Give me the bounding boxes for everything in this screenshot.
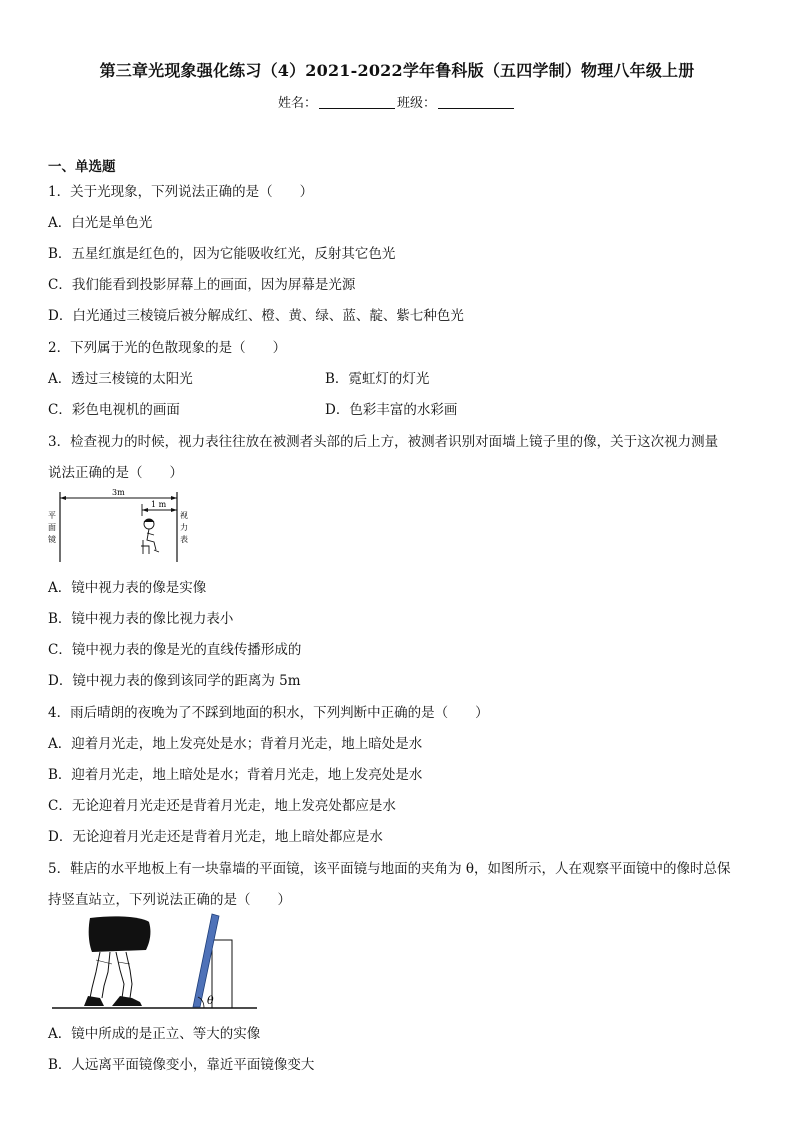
- legs-icon: [90, 952, 132, 998]
- q4-option-d: D．无论迎着月光走还是背着月光走，地上暗处都应是水: [48, 829, 383, 845]
- skirt-shape: [89, 916, 151, 952]
- name-class-line: [0, 92, 794, 111]
- chart-label-3: 表: [180, 535, 188, 544]
- arrow-right-small-icon: [171, 508, 177, 512]
- q1-option-a: A．白光是单色光: [48, 215, 153, 231]
- q2-option-b: B．霓虹灯的灯光: [325, 371, 430, 387]
- name-label: 姓名：: [277, 96, 317, 111]
- q3-option-a: A．镜中视力表的像是实像: [48, 580, 207, 596]
- right-shoe-icon: [112, 996, 142, 1006]
- q2-option-d: D．色彩丰富的水彩画: [325, 402, 458, 418]
- q2-stem: 2．下列属于光的色散现象的是（ ）: [48, 340, 287, 356]
- q1-option-c: C．我们能看到投影屏幕上的画面，因为屏幕是光源: [48, 277, 356, 293]
- q2-option-c: C．彩色电视机的画面: [48, 402, 180, 418]
- q3-stem-line2: 说法正确的是（ ）: [48, 465, 183, 481]
- q4-stem: 4．雨后晴朗的夜晚为了不踩到地面的积水，下列判断中正确的是（ ）: [48, 705, 489, 721]
- arrow-left-small-icon: [142, 508, 148, 512]
- chart-label-2: 力: [180, 523, 188, 532]
- page-title: 第三章光现象强化练习（4）2021-2022学年鲁科版（五四学制）物理八年级上册: [99, 61, 695, 80]
- class-label: 班级：: [397, 96, 437, 111]
- q3-option-d: D．镜中视力表的像到该同学的距离为 5m: [48, 673, 301, 689]
- shoe-mirror-figure: [52, 912, 262, 1012]
- q3-stem-line1: 3．检查视力的时候，视力表往往放在被测者头部的后上方，被测者识别对面墙上镜子里的像，关于这次视力测量: [48, 434, 719, 450]
- seated-person-icon: [141, 519, 159, 554]
- q4-option-c: C．无论迎着月光走还是背着月光走，地上发亮处都应是水: [48, 798, 396, 814]
- section-heading: 一、单选题: [48, 159, 116, 175]
- arrow-right-icon: [171, 496, 177, 500]
- mirror-panel: [193, 914, 219, 1007]
- eye-test-figure: [46, 484, 196, 564]
- q5-option-b: B．人远离平面镜像变小，靠近平面镜像变大: [48, 1057, 315, 1073]
- q1-option-d: D．白光通过三棱镜后被分解成红、橙、黄、绿、蓝、靛、紫七种色光: [48, 308, 464, 324]
- angle-label: θ: [207, 994, 214, 1007]
- q3-option-c: C．镜中视力表的像是光的直线传播形成的: [48, 642, 302, 658]
- q1-option-b: B．五星红旗是红色的，因为它能吸收红光，反射其它色光: [48, 246, 396, 262]
- q5-stem-line2: 持竖直站立，下列说法正确的是（ ）: [48, 892, 291, 908]
- arrow-left-icon: [60, 496, 66, 500]
- class-blank[interactable]: [438, 96, 514, 109]
- q4-option-b: B．迎着月光走，地上暗处是水；背着月光走，地上发亮处是水: [48, 767, 423, 783]
- dimension-3m-label: 3m: [112, 488, 125, 497]
- chart-label-1: 视: [180, 511, 188, 520]
- left-shoe-icon: [84, 996, 104, 1006]
- q4-option-a: A．迎着月光走，地上发亮处是水；背着月光走，地上暗处是水: [48, 736, 423, 752]
- name-blank[interactable]: [319, 96, 395, 109]
- wall-box: [212, 940, 232, 1008]
- mirror-label-3: 镜: [48, 535, 56, 544]
- mirror-label-1: 平: [48, 511, 56, 520]
- q1-stem: 1．关于光现象，下列说法正确的是（ ）: [48, 184, 314, 200]
- mirror-label-2: 面: [48, 523, 56, 532]
- q2-option-a: A．透过三棱镜的太阳光: [48, 371, 193, 387]
- q3-option-b: B．镜中视力表的像比视力表小: [48, 611, 234, 627]
- q5-option-a: A．镜中所成的是正立、等大的实像: [48, 1026, 261, 1042]
- q5-stem-line1: 5．鞋店的水平地板上有一块靠墙的平面镜，该平面镜与地面的夹角为 θ，如图所示，人在观察平面镜中的像时总保: [48, 861, 731, 877]
- dimension-1m-label: 1 m: [151, 500, 167, 509]
